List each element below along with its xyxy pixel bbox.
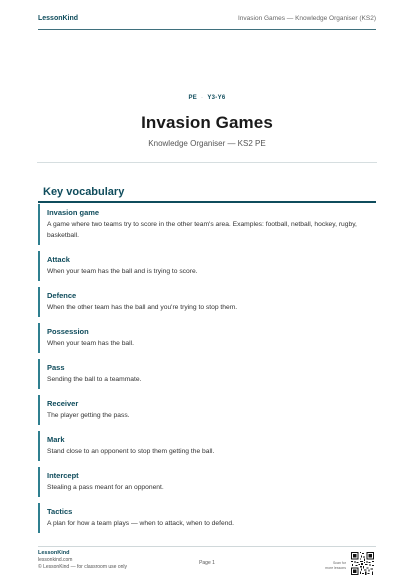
footer-brand: LessonKind <box>38 550 70 556</box>
vocab-definition: Stealing a pass meant for an opponent. <box>47 483 164 491</box>
vocab-item <box>38 251 376 282</box>
subject-label: PE <box>188 95 198 101</box>
vocab-item <box>38 431 376 462</box>
footer-site-link[interactable]: lessonkind.com <box>38 557 73 563</box>
vocab-term: Tactics <box>47 506 73 516</box>
vocab-definition: Stand close to an opponent to stop them getting the ball. <box>47 447 215 455</box>
top-header <box>38 14 376 24</box>
page-subtitle: Knowledge Organiser — KS2 PE <box>148 139 266 148</box>
vocab-item <box>38 204 376 245</box>
vocabulary-list <box>38 204 376 539</box>
vocab-definition: When your team has the ball and is trying to score. <box>47 267 198 275</box>
document-meta: Invasion Games — Knowledge Organiser (KS2) <box>237 15 376 22</box>
vocab-item <box>38 323 376 354</box>
vocab-definition: When your team has the ball. <box>47 339 134 347</box>
year-range-label: Y3-Y6 <box>207 95 226 101</box>
page-number: Page 1 <box>199 560 215 566</box>
vocab-item <box>38 359 376 390</box>
scan-caption-line: more lessons <box>325 565 346 570</box>
vocab-definition: The player getting the pass. <box>47 411 130 419</box>
vocab-item <box>38 503 376 534</box>
vocab-term: Attack <box>47 254 70 264</box>
section-heading-vocabulary: Key vocabulary <box>43 186 125 198</box>
qr-code-icon[interactable] <box>351 552 374 575</box>
footer-divider <box>38 546 376 547</box>
kicker-separator: · <box>201 95 204 101</box>
vocab-term: Pass <box>47 362 65 372</box>
page-title: Invasion Games <box>141 113 273 132</box>
vocab-definition: Sending the ball to a teammate. <box>47 375 142 383</box>
brand-logo-text: LessonKind <box>38 15 79 22</box>
vocab-item <box>38 287 376 318</box>
vocab-item <box>38 467 376 498</box>
vocab-term: Mark <box>47 434 65 444</box>
vocab-term: Intercept <box>47 470 79 480</box>
vocab-term: Receiver <box>47 398 79 408</box>
header-divider <box>38 29 376 30</box>
vocab-term: Defence <box>47 290 77 300</box>
vocab-term: Invasion game <box>47 208 100 217</box>
footer-copyright: © LessonKind — for classroom use only <box>38 564 128 570</box>
hero-section <box>0 95 414 163</box>
section-divider <box>38 201 376 203</box>
vocab-definition: A plan for how a team plays — when to attack, when to defend. <box>47 519 234 527</box>
hero-divider <box>37 162 377 163</box>
vocab-definition: A game where two teams try to score in the other team's area. Examples: football, netball, hockey, rugby, basketball. <box>47 221 357 239</box>
vocab-term: Possession <box>47 326 89 336</box>
scan-caption-line: Scan for <box>332 561 346 565</box>
subject-kicker <box>0 95 414 101</box>
scan-caption <box>310 561 346 570</box>
vocab-item <box>38 395 376 426</box>
vocab-definition: When the other team has the ball and you're trying to stop them. <box>47 303 238 311</box>
